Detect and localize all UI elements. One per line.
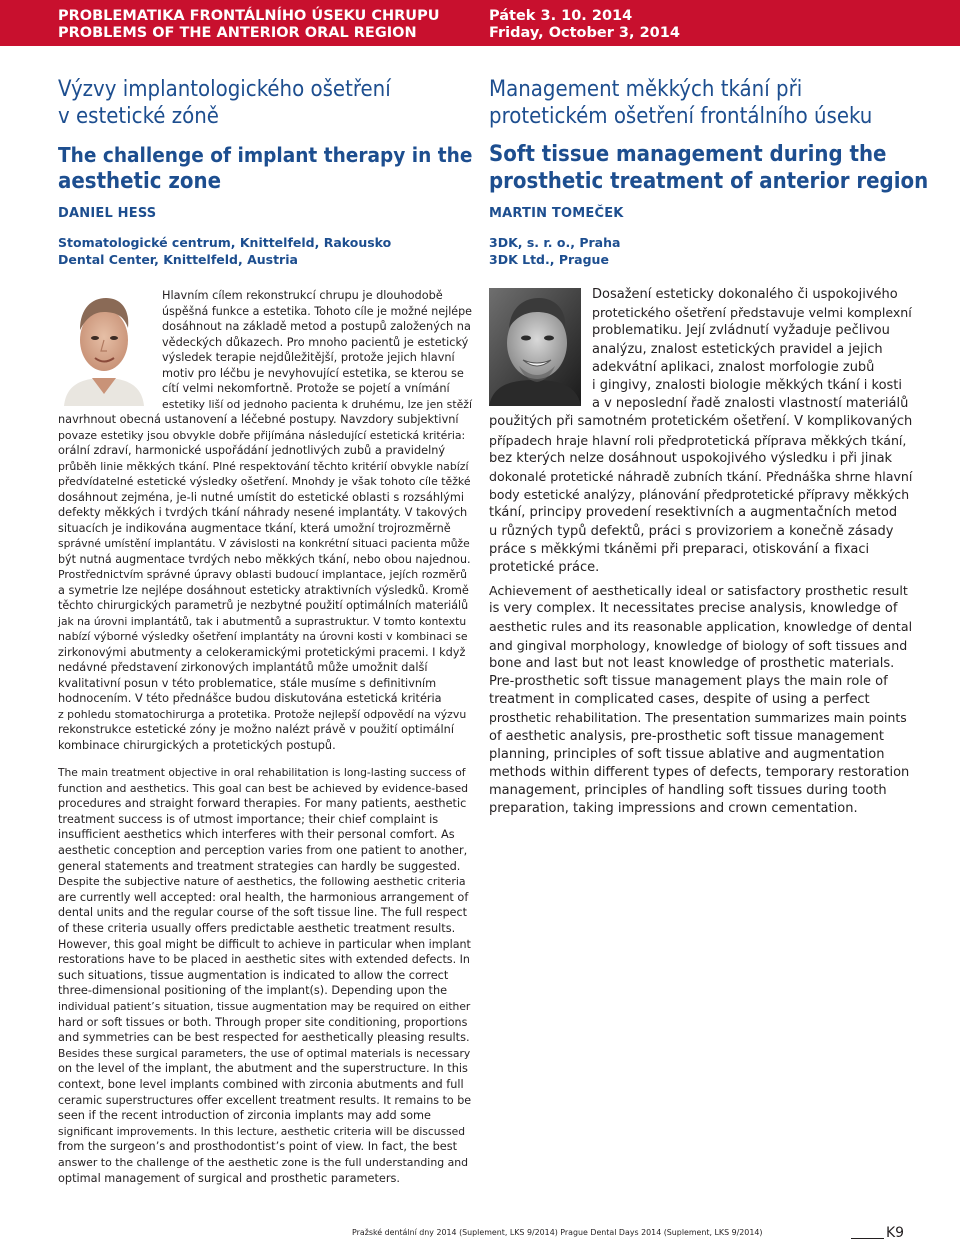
text-line: cítí velmi nekomfortně. Protože se pojetí a vnímání (162, 382, 450, 395)
text-line: dosáhnout na základě metod a postupů založených na (162, 320, 471, 333)
text-line: treatment success is of utmost importance; their chief complaint is (58, 812, 439, 826)
text-line: povaze estetiky jsou obvykle dobře přijímána následující estetická kritéria: (58, 428, 466, 442)
text-line: optimal management of surgical and prosthetic parameters. (58, 1171, 400, 1185)
text-line: a symetrie lze nejlépe dosáhnout esteticky atraktivních výsledků. Kromě (58, 583, 469, 597)
text-line: bone and last but not least knowledge of prosthetic materials. (489, 655, 895, 671)
text-line: nabízí výborné výsledky ošetření implantáty na úrovni kosti v kombinaci se (58, 630, 468, 643)
right-author: MARTIN TOMEČEK (489, 206, 624, 221)
text-line: seen if the recent introduction of zirconia implants may add some (58, 1109, 432, 1123)
text-line: Pre-prosthetic soft tissue management plays the main role of (489, 674, 888, 689)
text-line: are currently well accepted: oral health, the harmonious arrangement of (58, 890, 469, 904)
text-line: methods within different types of defects, temporary restoration (489, 765, 910, 780)
text-line: aesthetic rules and its reasonable application, knowledge of dental (489, 619, 913, 635)
portrait-martin-tomecek (489, 288, 581, 406)
text-line: planning, principles of soft tissue ablative and augmentation (489, 746, 885, 762)
text-line: and symmetries can be best respected for aesthetically pleasing results. (58, 1031, 470, 1045)
footer-rule (851, 1238, 884, 1239)
text-line: on the level of the implant, the abutment and the superstructure. In this (58, 1062, 468, 1076)
text-line: significant improvements. In this lecture, aesthetic criteria will be discussed (58, 1124, 466, 1138)
section-title-cz: PROBLEMATIKA FRONTÁLNÍHO ÚSEKU CHRUPU (58, 8, 440, 24)
text-line: and gingival morphology, knowledge of biology of soft tissues and (489, 637, 908, 653)
text-line: restorations have to be placed in aesthetic sites with extended defects. In (58, 953, 470, 967)
text-line: analýzu, znalost estetických pravidel a jejich (592, 341, 883, 357)
text-line: such situations, tissue augmentation is indicated to allow the correct (58, 968, 449, 982)
text-line: i gingivy, znalosti biologie měkkých tkání i kosti (592, 378, 903, 393)
text-line: Achievement of aesthetically ideal or satisfactory prosthetic result (489, 583, 908, 598)
text-line: The main treatment objective in oral rehabilitation is long-lasting success of (58, 766, 466, 779)
right-affiliation-en: 3DK Ltd., Prague (489, 252, 609, 267)
text-line: úspěšná funkce a estetika. Tohoto cíle je možné nejlépe (162, 304, 472, 318)
text-line: orální zdraví, harmonické uspořádání jednotlivých zubů a pravidelný (58, 444, 446, 457)
text-line: ceramic superstructures offer excellent treatment results. It remains to be (58, 1093, 472, 1107)
text-line: práce s měkkými tkáněmi při preparaci, otiskování a fixaci (489, 541, 870, 557)
text-line: defekty měkkých i tvrdých tkání náhrady nesené implantáty. V takových (58, 506, 468, 519)
text-line: těchto chirurgických parametrů je nezbytné použití optimálních materiálů (58, 599, 469, 612)
text-line: protetické práce. (489, 560, 600, 575)
text-line: from the surgeon’s and prosthodontist’s point of view. In fact, the best (58, 1140, 458, 1154)
text-line: případech hraje hlavní roli předprotetická příprava měkkých tkání, (489, 432, 907, 448)
left-affiliation-cz: Stomatologické centrum, Knittelfeld, Rakousko (58, 235, 392, 250)
text-line: tkání, principy provedení resektivních a augmentačních metod (489, 505, 898, 521)
text-line: However, this goal might be difficult to achieve in particular when implant (58, 937, 471, 951)
right-title-cz-line1: Management měkkých tkání při (489, 77, 803, 102)
text-line: three-dimensional positioning of the implant(s). Depending upon the (58, 984, 448, 998)
text-line: situacích je indikována augmentace tkání, která umožní trojrozměrně (58, 521, 451, 535)
text-line: individual patient’s situation, tissue augmentation may be required on either (58, 1000, 471, 1013)
text-line: nedávné představení zirkonových implantátů může umožnit další (58, 661, 428, 674)
left-title-cz-line1: Výzvy implantologického ošetření (58, 77, 391, 102)
date-cz: Pátek 3. 10. 2014 (489, 8, 633, 24)
text-line: být nutná augmentace tvrdých nebo měkkých tkání, nebo obou najednou. (58, 552, 471, 566)
text-line: is very complex. It necessitates precise analysis, knowledge of (489, 601, 898, 617)
portrait-daniel-hess (58, 288, 150, 406)
text-line: answer to the challenge of the aesthetic zone is the full understanding and (58, 1156, 469, 1169)
left-title-cz-line2: v estetické zóně (58, 104, 219, 129)
right-title-cz-line2: protetickém ošetření frontálního úseku (489, 104, 873, 129)
text-line: treatment in complicated cases, despite of using a perfect (489, 692, 870, 708)
text-line: of aesthetic analysis, pre-prosthetic soft tissue management (489, 728, 884, 744)
text-line: protetického ošetření představuje velmi komplexní (592, 305, 912, 321)
text-line: dokonalé protetické náhradě zubních tkání. Přednáška shrne hlavní (489, 469, 913, 484)
text-line: context, bone level implants combined with zirconia abutments and full (58, 1078, 464, 1091)
text-line: procedures and straight forward therapies. For many patients, aesthetic (58, 797, 467, 811)
text-line: hodnocením. V této přednášce budou diskutována estetická kritéria (58, 692, 442, 705)
text-line: kvalitativní posun v této problematice, stále musíme s definitivním (58, 676, 437, 690)
text-line: průběh linie měkkých tkání. Plné respektování těchto kritérií obvykle nabízí (58, 459, 469, 473)
left-author: DANIEL HESS (58, 206, 157, 221)
text-line: a v neposlední řadě znalosti vlastností materiálů (592, 396, 909, 412)
text-line: of these criteria usually offers predictable aesthetic treatment results. (58, 922, 456, 935)
text-line: adekvátní aplikaci, znalost morfologie zubů (592, 359, 875, 375)
text-line: function and aesthetics. This goal can best be achieved by evidence-based (58, 781, 469, 795)
text-line: bez kterých nelze dosáhnout uspokojivého výsledku i při jinak (489, 450, 893, 466)
footer-journal-citation: Pražské dentální dny 2014 (Suplement, LKS 9/2014) Prague Dental Days 2014 (Suplement, LKS 9/2014) (352, 1228, 763, 1237)
text-line: estetiky liší od jednoho pacienta k druhému, lze jen stěží (162, 397, 473, 411)
text-line: Besides these surgical parameters, the use of optimal materials is necessary (58, 1046, 471, 1060)
left-title-en-line2: aesthetic zone (58, 169, 222, 194)
text-line: general statements and treatment strategies can hardly be suggested. (58, 859, 461, 873)
right-title-en-line1: Soft tissue management during the (489, 142, 887, 167)
section-title-en: PROBLEMS OF THE ANTERIOR ORAL REGION (58, 25, 417, 41)
text-line: dosáhnout zejména, je-li nutné umístit do estetické oblasti s rozsáhlými (58, 490, 464, 504)
text-line: aesthetic conception and perception varies from one patient to another, (58, 844, 468, 857)
left-affiliation-en: Dental Center, Knittelfeld, Austria (58, 252, 298, 267)
text-line: vědeckých důkazech. Pro mnoho pacientů je estetický (162, 335, 469, 349)
date-en: Friday, October 3, 2014 (489, 25, 680, 41)
text-line: navrhnout obecná ustanovení a léčebné postupy. Navzdory subjektivní (58, 413, 459, 426)
text-line: insufficient aesthetics which interferes with their personal comfort. As (58, 828, 455, 842)
text-line: management, principles of handling soft tissues during tooth (489, 783, 887, 799)
right-title-en-line2: prosthetic treatment of anterior region (489, 169, 929, 194)
left-title-en-line1: The challenge of implant therapy in the (58, 143, 473, 167)
text-line: předvídatelné estetické výsledky ošetření. Mnohdy je však tohoto cíle těžké (58, 475, 471, 488)
text-line: prosthetic rehabilitation. The presentation summarizes main points (489, 710, 907, 726)
text-line: Dosažení esteticky dokonalého či uspokojivého (592, 287, 898, 302)
text-line: zirkonovými abutmenty a celokeramickými protetickými pracemi. I když (58, 645, 466, 659)
text-line: použitých při samotném protetickém ošetření. V komplikovaných (489, 414, 913, 430)
text-line: rekonstrukce estetické zóny je možno nalézt právě v použití optimální (58, 723, 454, 736)
page-number: K9 (886, 1225, 905, 1241)
text-line: preparation, taking impressions and crown cementation. (489, 801, 858, 817)
text-line: motiv pro léčbu je nevyhovující estetika, se kterou se (162, 366, 464, 380)
text-line: správné umístění implantátu. V závislosti na konkrétní situaci pacienta může (58, 537, 470, 550)
text-line: body estetické analýzy, plánování předprotetické přípravy měkkých (489, 487, 910, 503)
text-line: jak na úrovni implantátů, tak i abutmentů a suprastruktur. V tomto kontextu (58, 614, 467, 628)
text-line: Hlavním cílem rekonstrukcí chrupu je dlouhodobě (162, 289, 443, 302)
text-line: problematiku. Její zvládnutí vyžaduje pečlivou (592, 323, 890, 339)
text-line: dental units and the regular course of the soft tissue line. The full respect (58, 906, 467, 920)
text-line: kombinace chirurgických a protetických postupů. (58, 738, 336, 752)
right-affiliation-cz: 3DK, s. r. o., Praha (489, 235, 621, 250)
text-line: hard or soft tissues or both. Through proper site conditioning, proportions (58, 1015, 468, 1029)
text-line: z pohledu stomatochirurga a protetika. Protože nejlepší odpovědí na výzvu (58, 707, 467, 721)
text-line: výsledek terapie nejdůležitější, protože jejich hlavní (162, 351, 455, 364)
text-line: u různých typů defektů, práci s provizoriem a konečně zásady (489, 523, 894, 539)
text-line: Prostřednictvím správné úpravy oblasti budoucí implantace, jejích rozměrů (58, 568, 467, 581)
text-line: Despite the subjective nature of aesthetics, the following aesthetic criteria (58, 875, 466, 889)
